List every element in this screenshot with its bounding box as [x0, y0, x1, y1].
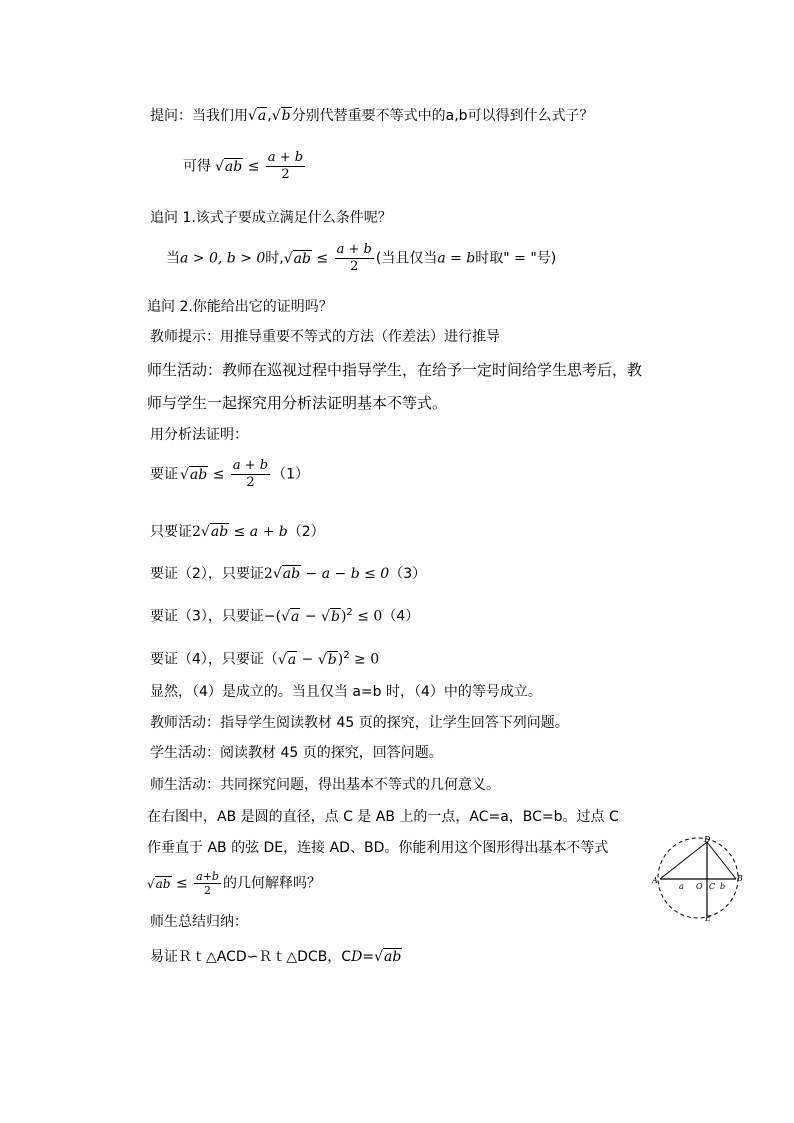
minus: − [300, 608, 322, 625]
label-d-point: D [704, 835, 711, 844]
step-1 [150, 458, 309, 491]
label-b-point: B [737, 874, 743, 883]
step-4-tag: （4） [382, 608, 420, 625]
fraction: $\frac{a+b}{2}$ [196, 870, 219, 897]
step-5-rhs: ≥ 0 [349, 651, 380, 668]
teacher-hint: 教师提示：用推导重要不等式的方法（作差法）进行推导 [150, 329, 500, 345]
step-2 [150, 522, 325, 542]
geometry-question: 的几何解释吗？ [222, 875, 321, 892]
sqrt-a: √a [281, 608, 300, 625]
geometry-line-3 [147, 870, 321, 897]
step-2-tag: （2） [287, 524, 325, 540]
cond-math: a > 0, b > 0 [180, 250, 266, 267]
label-e-point: E [705, 914, 711, 923]
follow-up-2: 追问 2.你能给出它的证明吗？ [147, 299, 333, 315]
label-c-point: C [709, 882, 716, 891]
circle-diagram [648, 832, 748, 924]
sqrt-b: √b [271, 108, 291, 124]
label-b-length: b [720, 882, 726, 891]
analysis-label: 用分析法证明： [150, 427, 248, 443]
sqrt-b: √b [317, 651, 337, 668]
le-sign: ≤ [212, 466, 225, 483]
coef-2: 2 [192, 524, 201, 540]
step-3-tag: （3） [389, 566, 427, 582]
step-4-label: 要证（3），只要证 [150, 608, 264, 625]
square: 2 [343, 650, 350, 661]
step-1-tag: （1） [272, 466, 310, 483]
sqrt-ab: √ab [215, 158, 243, 175]
question-text-prefix: 提问：当我们用 [150, 108, 248, 124]
student-activity: 学生活动：阅读教材 45 页的探究，回答问题。 [150, 745, 443, 761]
coef-2: 2 [263, 566, 273, 582]
follow-up-1: 追问 1.该式子要成立满足什么条件呢？ [150, 210, 392, 226]
final-d: D [351, 949, 363, 965]
cond-end: 时取" = "号) [475, 250, 557, 267]
step-5 [150, 646, 379, 670]
minus: − [297, 651, 318, 668]
open-paren: −( [263, 608, 282, 625]
result-line [183, 150, 307, 183]
close-paren: ) [337, 651, 344, 668]
geometry-line-2: 作垂直于 AB 的弦 DE，连接 AD、BD。你能利用这个图形得出基本不等式 [147, 840, 609, 856]
fraction: $\frac{a + b}{2}$ [267, 150, 304, 182]
segment-ad [660, 842, 707, 879]
le-sign: ≤ [316, 250, 329, 267]
result-label: 可得 [183, 158, 211, 175]
label-a-point: A [652, 876, 658, 885]
step-1-label: 要证 [150, 466, 178, 483]
sqrt-ab: √ab [147, 876, 171, 891]
circle [658, 838, 738, 918]
step-2-rhs: ≤ a + b [233, 524, 288, 540]
segment-bd [707, 842, 736, 879]
cond-mid: 时, [265, 250, 284, 267]
step-3 [150, 564, 426, 584]
final-eq: = [362, 949, 375, 965]
label-o-point: O [696, 882, 703, 891]
cond-eq: a = b [437, 250, 476, 267]
obvious-line: 显然，（4）是成立的。当且仅当 a=b 时，（4）中的等号成立。 [150, 684, 542, 700]
sqrt-a: √a [277, 651, 297, 668]
activity-1b: 师与学生一起探究用分析法证明基本不等式。 [147, 394, 448, 412]
comma: , [267, 108, 272, 124]
sqrt-a: √a [248, 108, 267, 124]
le-sign: ≤ [175, 875, 188, 892]
label-a-length: a [679, 882, 684, 891]
sqrt-ab: √ab [272, 566, 301, 582]
condition-line [166, 242, 556, 275]
final-line [150, 947, 402, 967]
step-2-label: 只要证 [150, 524, 192, 540]
cond-post: (当且仅当 [375, 250, 438, 267]
question-text-suffix: 分别代替重要不等式中的a,b可以得到什么式子？ [291, 108, 594, 124]
joint-activity: 师生活动：共同探究问题，得出基本不等式的几何意义。 [150, 777, 500, 793]
le-sign: ≤ [247, 158, 260, 175]
sqrt-ab: √ab [374, 949, 402, 965]
teacher-activity: 教师活动：指导学生阅读教材 45 页的探究，让学生回答下列问题。 [150, 715, 569, 731]
final-text: 易证Ｒｔ△ACD∽Ｒｔ△DCB，C [150, 949, 352, 965]
sqrt-ab: √ab [200, 524, 229, 540]
fraction: $\frac{a + b}{2}$ [232, 458, 269, 490]
close-paren: ) [340, 608, 347, 625]
cond-pre: 当 [166, 250, 180, 267]
sqrt-ab: √ab [283, 250, 311, 267]
step-3-label: 要证（2），只要证 [150, 566, 264, 582]
sqrt-b: √b [321, 608, 340, 625]
fraction: $\frac{a + b}{2}$ [336, 242, 372, 274]
step-3-rhs: − a − b ≤ 0 [305, 566, 390, 582]
question-line [150, 106, 594, 126]
square: 2 [346, 607, 353, 618]
summary-label: 师生总结归纳： [150, 914, 248, 930]
geometry-line-1: 在右图中，AB 是圆的直径，点 C 是 AB 上的一点，AC=a，BC=b。过点 C [147, 809, 619, 825]
step-5-label: 要证（4），只要证（ [150, 651, 278, 668]
activity-1: 师生活动：教师在巡视过程中指导学生，在给予一定时间给学生思考后，教 [147, 361, 643, 379]
step-4 [150, 603, 419, 627]
step-4-rhs: ≤ 0 [352, 608, 383, 625]
sqrt-ab: √ab [180, 466, 208, 483]
